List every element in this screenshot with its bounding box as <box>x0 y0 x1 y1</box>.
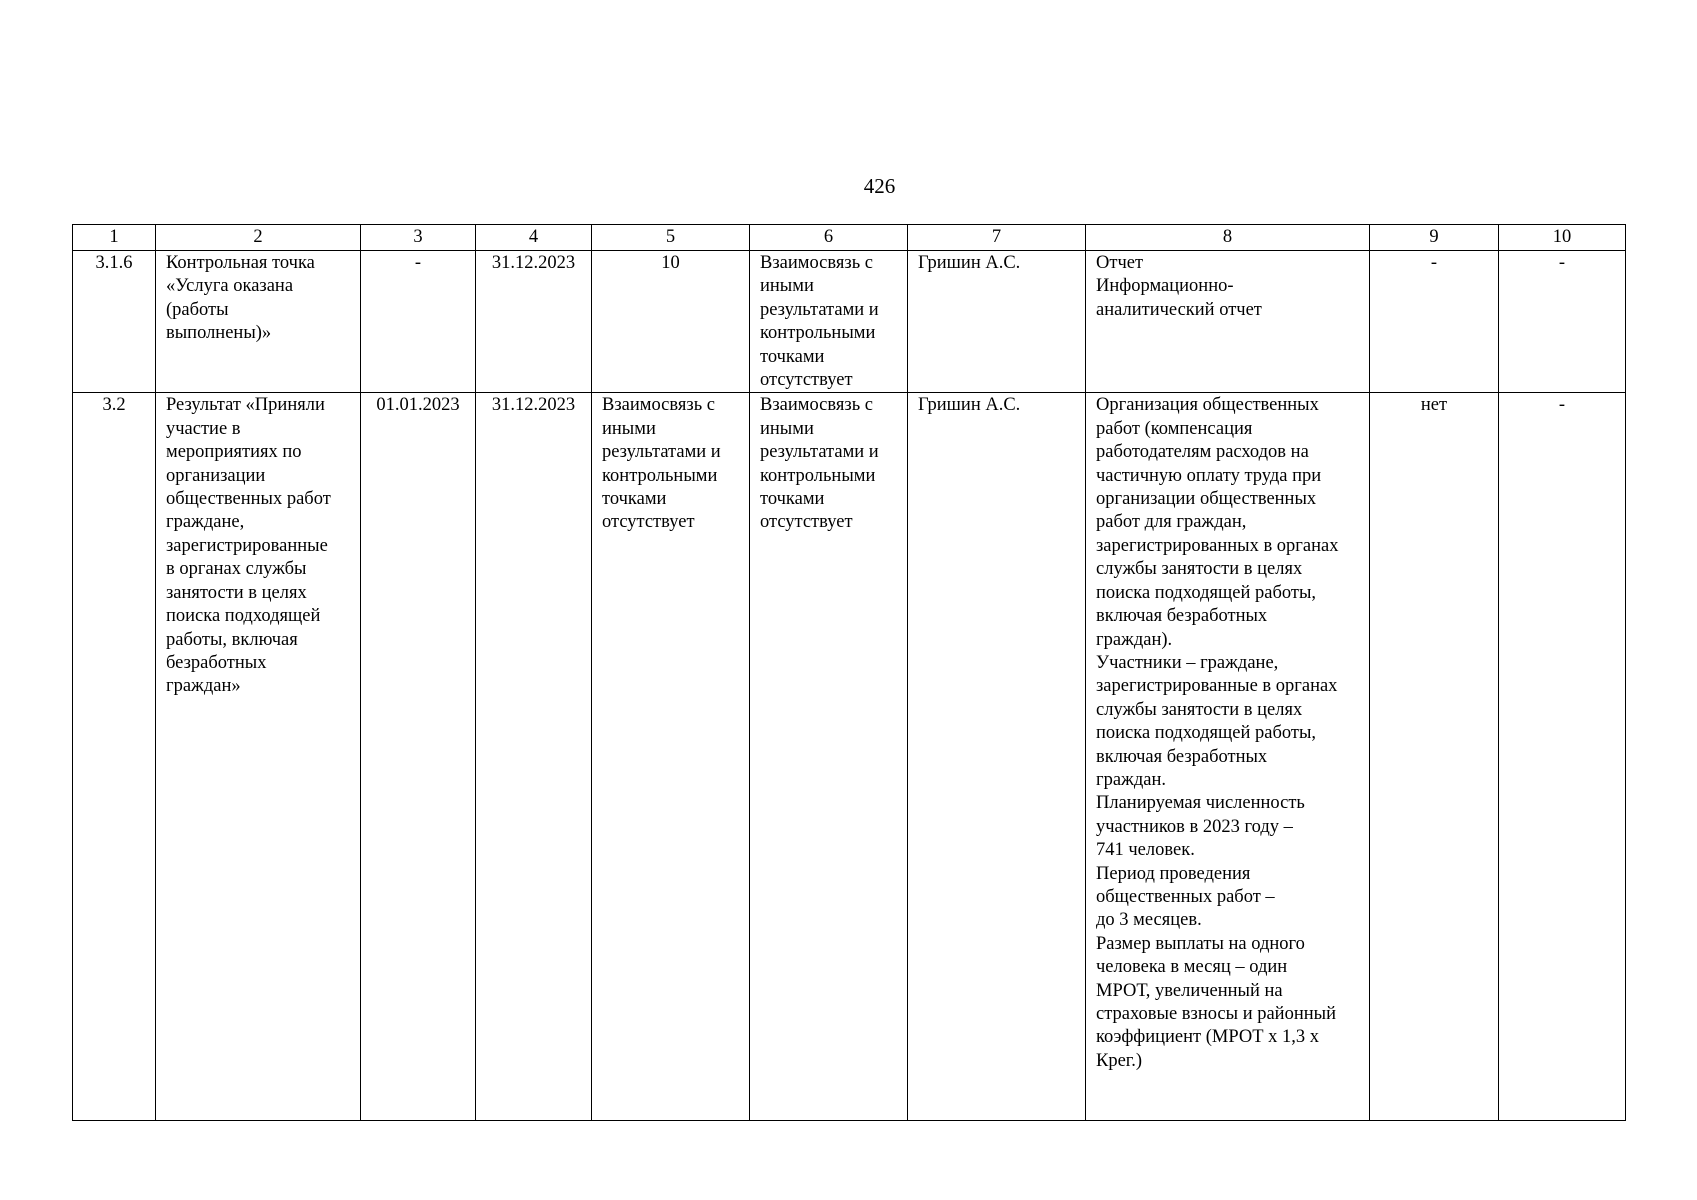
text-line: участие в <box>166 418 241 439</box>
text-line: Результат «Приняли <box>166 395 325 416</box>
column-10-cell: - <box>1499 251 1626 393</box>
text-line: зарегистрированных в органах <box>1096 535 1339 556</box>
text-line: отсутствует <box>760 370 853 391</box>
text-line: общественных работ <box>166 489 331 510</box>
text-line: результатами и <box>760 299 879 320</box>
text-line: отсутствует <box>602 512 695 533</box>
text-line: занятости в целях <box>166 582 307 603</box>
text-line: мероприятиях по <box>166 442 302 463</box>
column-number-row <box>73 225 1626 251</box>
text-line: человека в месяц – один <box>1096 957 1288 978</box>
text-line: Взаимосвязь с <box>760 253 873 273</box>
text-line: Взаимосвязь с <box>602 395 715 416</box>
column-header: 8 <box>1086 225 1370 251</box>
text-line: контрольными <box>760 323 876 344</box>
text-line: зарегистрированные в органах <box>1096 676 1338 697</box>
text-line: иными <box>760 276 814 297</box>
text-line: коэффициент (МРОТ х 1,3 х <box>1096 1027 1320 1048</box>
start-date: 01.01.2023 <box>361 393 476 1121</box>
text-line: работодателям расходов на <box>1096 442 1309 463</box>
column-header: 10 <box>1499 225 1626 251</box>
column-header: 9 <box>1370 225 1499 251</box>
text-line: иными <box>760 418 814 439</box>
column-header: 2 <box>156 225 361 251</box>
text-line: Размер выплаты на одного <box>1096 933 1305 954</box>
text-line: результатами и <box>760 442 879 463</box>
column-5-cell: 10 <box>592 251 750 393</box>
text-line: результатами и <box>602 442 721 463</box>
text-line: включая безработных <box>1096 746 1268 767</box>
text-line: граждан. <box>1096 769 1166 790</box>
end-date: 31.12.2023 <box>476 251 592 393</box>
text-line: «Услуга оказана <box>166 276 294 297</box>
text-line: до 3 месяцев. <box>1096 910 1202 931</box>
text-line: 741 человек. <box>1096 840 1195 861</box>
text-line: в органах службы <box>166 559 307 580</box>
item-name <box>156 393 361 1121</box>
column-6-cell <box>750 393 908 1121</box>
column-header: 6 <box>750 225 908 251</box>
page-number: 426 <box>863 174 896 198</box>
text-line: работ для граждан, <box>1096 512 1247 533</box>
text-line: Отчет <box>1096 253 1144 273</box>
text-line: участников в 2023 году – <box>1096 816 1293 837</box>
text-line: отсутствует <box>760 512 853 533</box>
column-8-cell <box>1086 393 1370 1121</box>
text-line: поиска подходящей <box>166 606 321 627</box>
text-line: выполнены)» <box>166 323 272 344</box>
table-row <box>73 251 1626 393</box>
text-line: частичную оплату труда при <box>1096 465 1322 486</box>
text-line: работы, включая <box>166 629 298 650</box>
item-number: 3.1.6 <box>73 251 156 393</box>
text-line: организации <box>166 465 266 486</box>
column-header: 1 <box>73 225 156 251</box>
text-line: (работы <box>166 299 229 320</box>
text-line: поиска подходящей работы, <box>1096 582 1317 603</box>
text-line: Взаимосвязь с <box>760 395 873 416</box>
text-line: общественных работ – <box>1096 886 1275 907</box>
text-line: службы занятости в целях <box>1096 559 1303 580</box>
column-8-cell <box>1086 251 1370 393</box>
text-line: поиска подходящей работы, <box>1096 723 1317 744</box>
text-line: Участники – граждане, <box>1096 652 1279 673</box>
text-line: граждане, <box>166 512 245 533</box>
column-header: 3 <box>361 225 476 251</box>
text-line: службы занятости в целях <box>1096 699 1303 720</box>
column-header: 7 <box>908 225 1086 251</box>
column-9-cell: - <box>1370 251 1499 393</box>
column-5-cell <box>592 393 750 1121</box>
start-date: - <box>361 251 476 393</box>
column-10-cell: - <box>1499 393 1626 1121</box>
text-line: аналитический отчет <box>1096 299 1262 320</box>
text-line: МРОТ, увеличенный на <box>1096 980 1283 1001</box>
column-9-cell: нет <box>1370 393 1499 1121</box>
column-6-cell <box>750 251 908 393</box>
text-line: Период проведения <box>1096 863 1251 884</box>
item-number: 3.2 <box>73 393 156 1121</box>
text-line: контрольными <box>602 465 718 486</box>
text-line: Крег.) <box>1096 1050 1143 1071</box>
text-line: точками <box>760 489 825 510</box>
document-table <box>72 224 1626 1121</box>
text-line: граждан). <box>1096 629 1173 650</box>
column-header: 5 <box>592 225 750 251</box>
text-line: работ (компенсация <box>1096 418 1253 439</box>
text-line: Информационно- <box>1096 276 1234 297</box>
text-line: безработных <box>166 652 267 673</box>
text-line: граждан» <box>166 676 241 697</box>
text-line: точками <box>760 346 825 367</box>
text-line: точками <box>602 489 667 510</box>
text-line: контрольными <box>760 465 876 486</box>
text-line: зарегистрированные <box>166 535 328 556</box>
column-header: 4 <box>476 225 592 251</box>
table-row <box>73 393 1626 1121</box>
responsible-person: Гришин А.С. <box>908 393 1086 1121</box>
text-line: Планируемая численность <box>1096 793 1305 814</box>
text-line: Организация общественных <box>1096 395 1319 416</box>
text-line: страховые взносы и районный <box>1096 1004 1336 1024</box>
text-line: Контрольная точка <box>166 253 315 273</box>
end-date: 31.12.2023 <box>476 393 592 1121</box>
text-line: организации общественных <box>1096 489 1317 510</box>
text-line: иными <box>602 418 656 439</box>
item-name <box>156 251 361 393</box>
text-line: включая безработных <box>1096 606 1268 627</box>
responsible-person: Гришин А.С. <box>908 251 1086 393</box>
